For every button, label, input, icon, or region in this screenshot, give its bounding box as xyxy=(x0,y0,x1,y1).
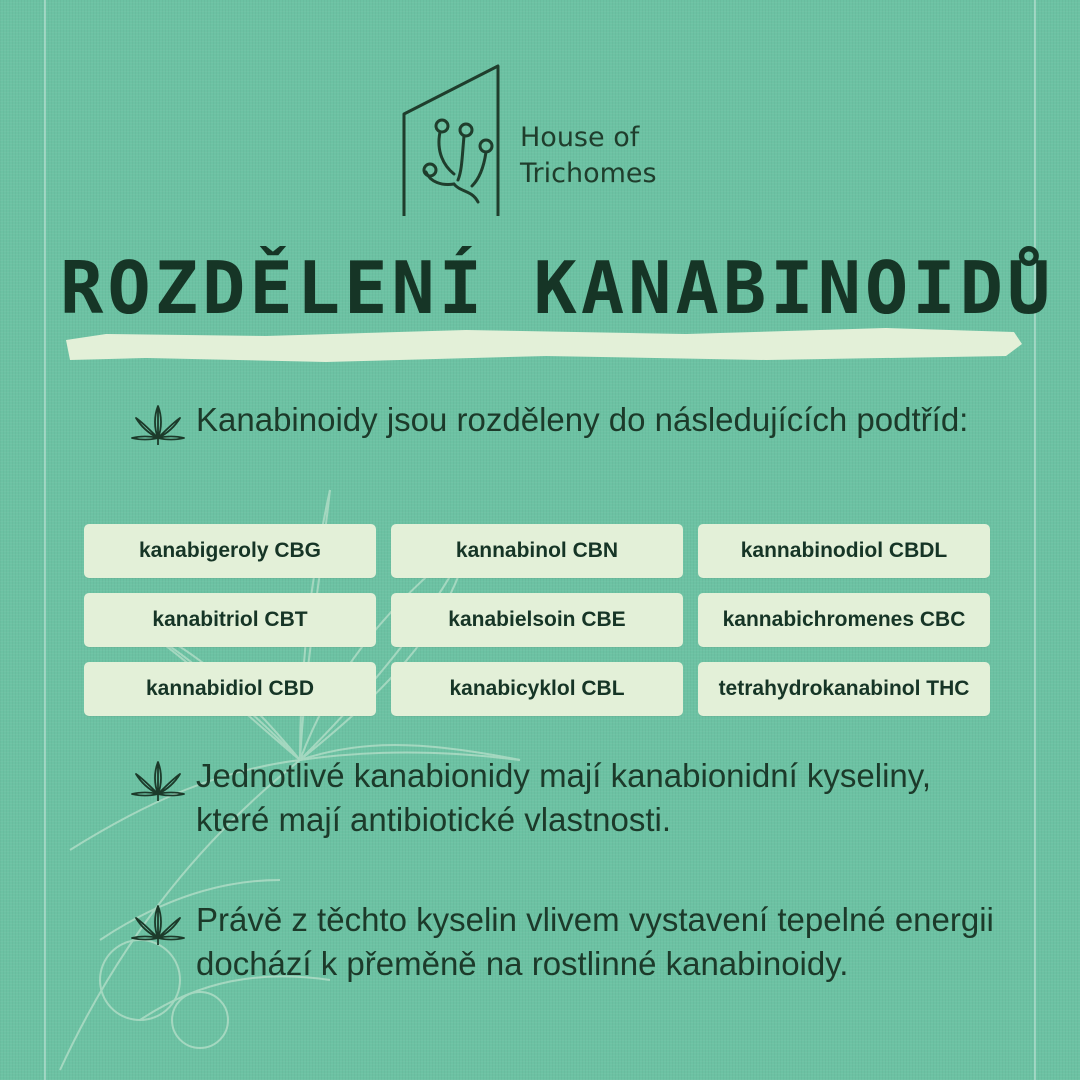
brand-logo xyxy=(400,62,690,222)
cannabis-leaf-icon xyxy=(130,400,186,446)
bullet-intro-text: Kanabinoidy jsou rozděleny do následujících podtříd: xyxy=(196,401,969,438)
brand-name xyxy=(520,120,657,192)
subclass-chip: kannabinodiol CBDL xyxy=(698,524,990,578)
bullet-heat xyxy=(130,898,1010,986)
cannabis-leaf-icon xyxy=(130,900,186,946)
subclass-chip: kanabigeroly CBG xyxy=(84,524,376,578)
title-brush-stroke xyxy=(66,326,1026,364)
bullet-intro xyxy=(130,398,1010,442)
subclass-chip: kannabinol CBN xyxy=(391,524,683,578)
bullet-heat-text: Právě z těchto kyselin vlivem vystavení tepelné energii dochází k přeměně na rostlinné kanabinoidy. xyxy=(196,901,994,982)
brand-name-line2: Trichomes xyxy=(520,158,657,189)
frame-line-right xyxy=(1034,0,1036,1080)
page-title: ROZDĚLENÍ KANABINOIDŮ xyxy=(60,246,1055,330)
cannabis-leaf-icon xyxy=(130,756,186,802)
subclass-chip: kanabitriol CBT xyxy=(84,593,376,647)
subclass-chip: kanabielsoin CBE xyxy=(391,593,683,647)
bullet-acids xyxy=(130,754,1010,842)
subclass-chip: kannabidiol CBD xyxy=(84,662,376,716)
bullet-acids-text: Jednotlivé kanabionidy mají kanabionidní kyseliny, které mají antibiotické vlastnosti. xyxy=(196,757,931,838)
house-trichome-icon xyxy=(400,62,510,222)
subclass-chip: kanabicyklol CBL xyxy=(391,662,683,716)
brand-name-line1: House of xyxy=(520,122,640,153)
subclass-chip: kannabichromenes CBC xyxy=(698,593,990,647)
subclass-chip: tetrahydrokanabinol THC xyxy=(698,662,990,716)
